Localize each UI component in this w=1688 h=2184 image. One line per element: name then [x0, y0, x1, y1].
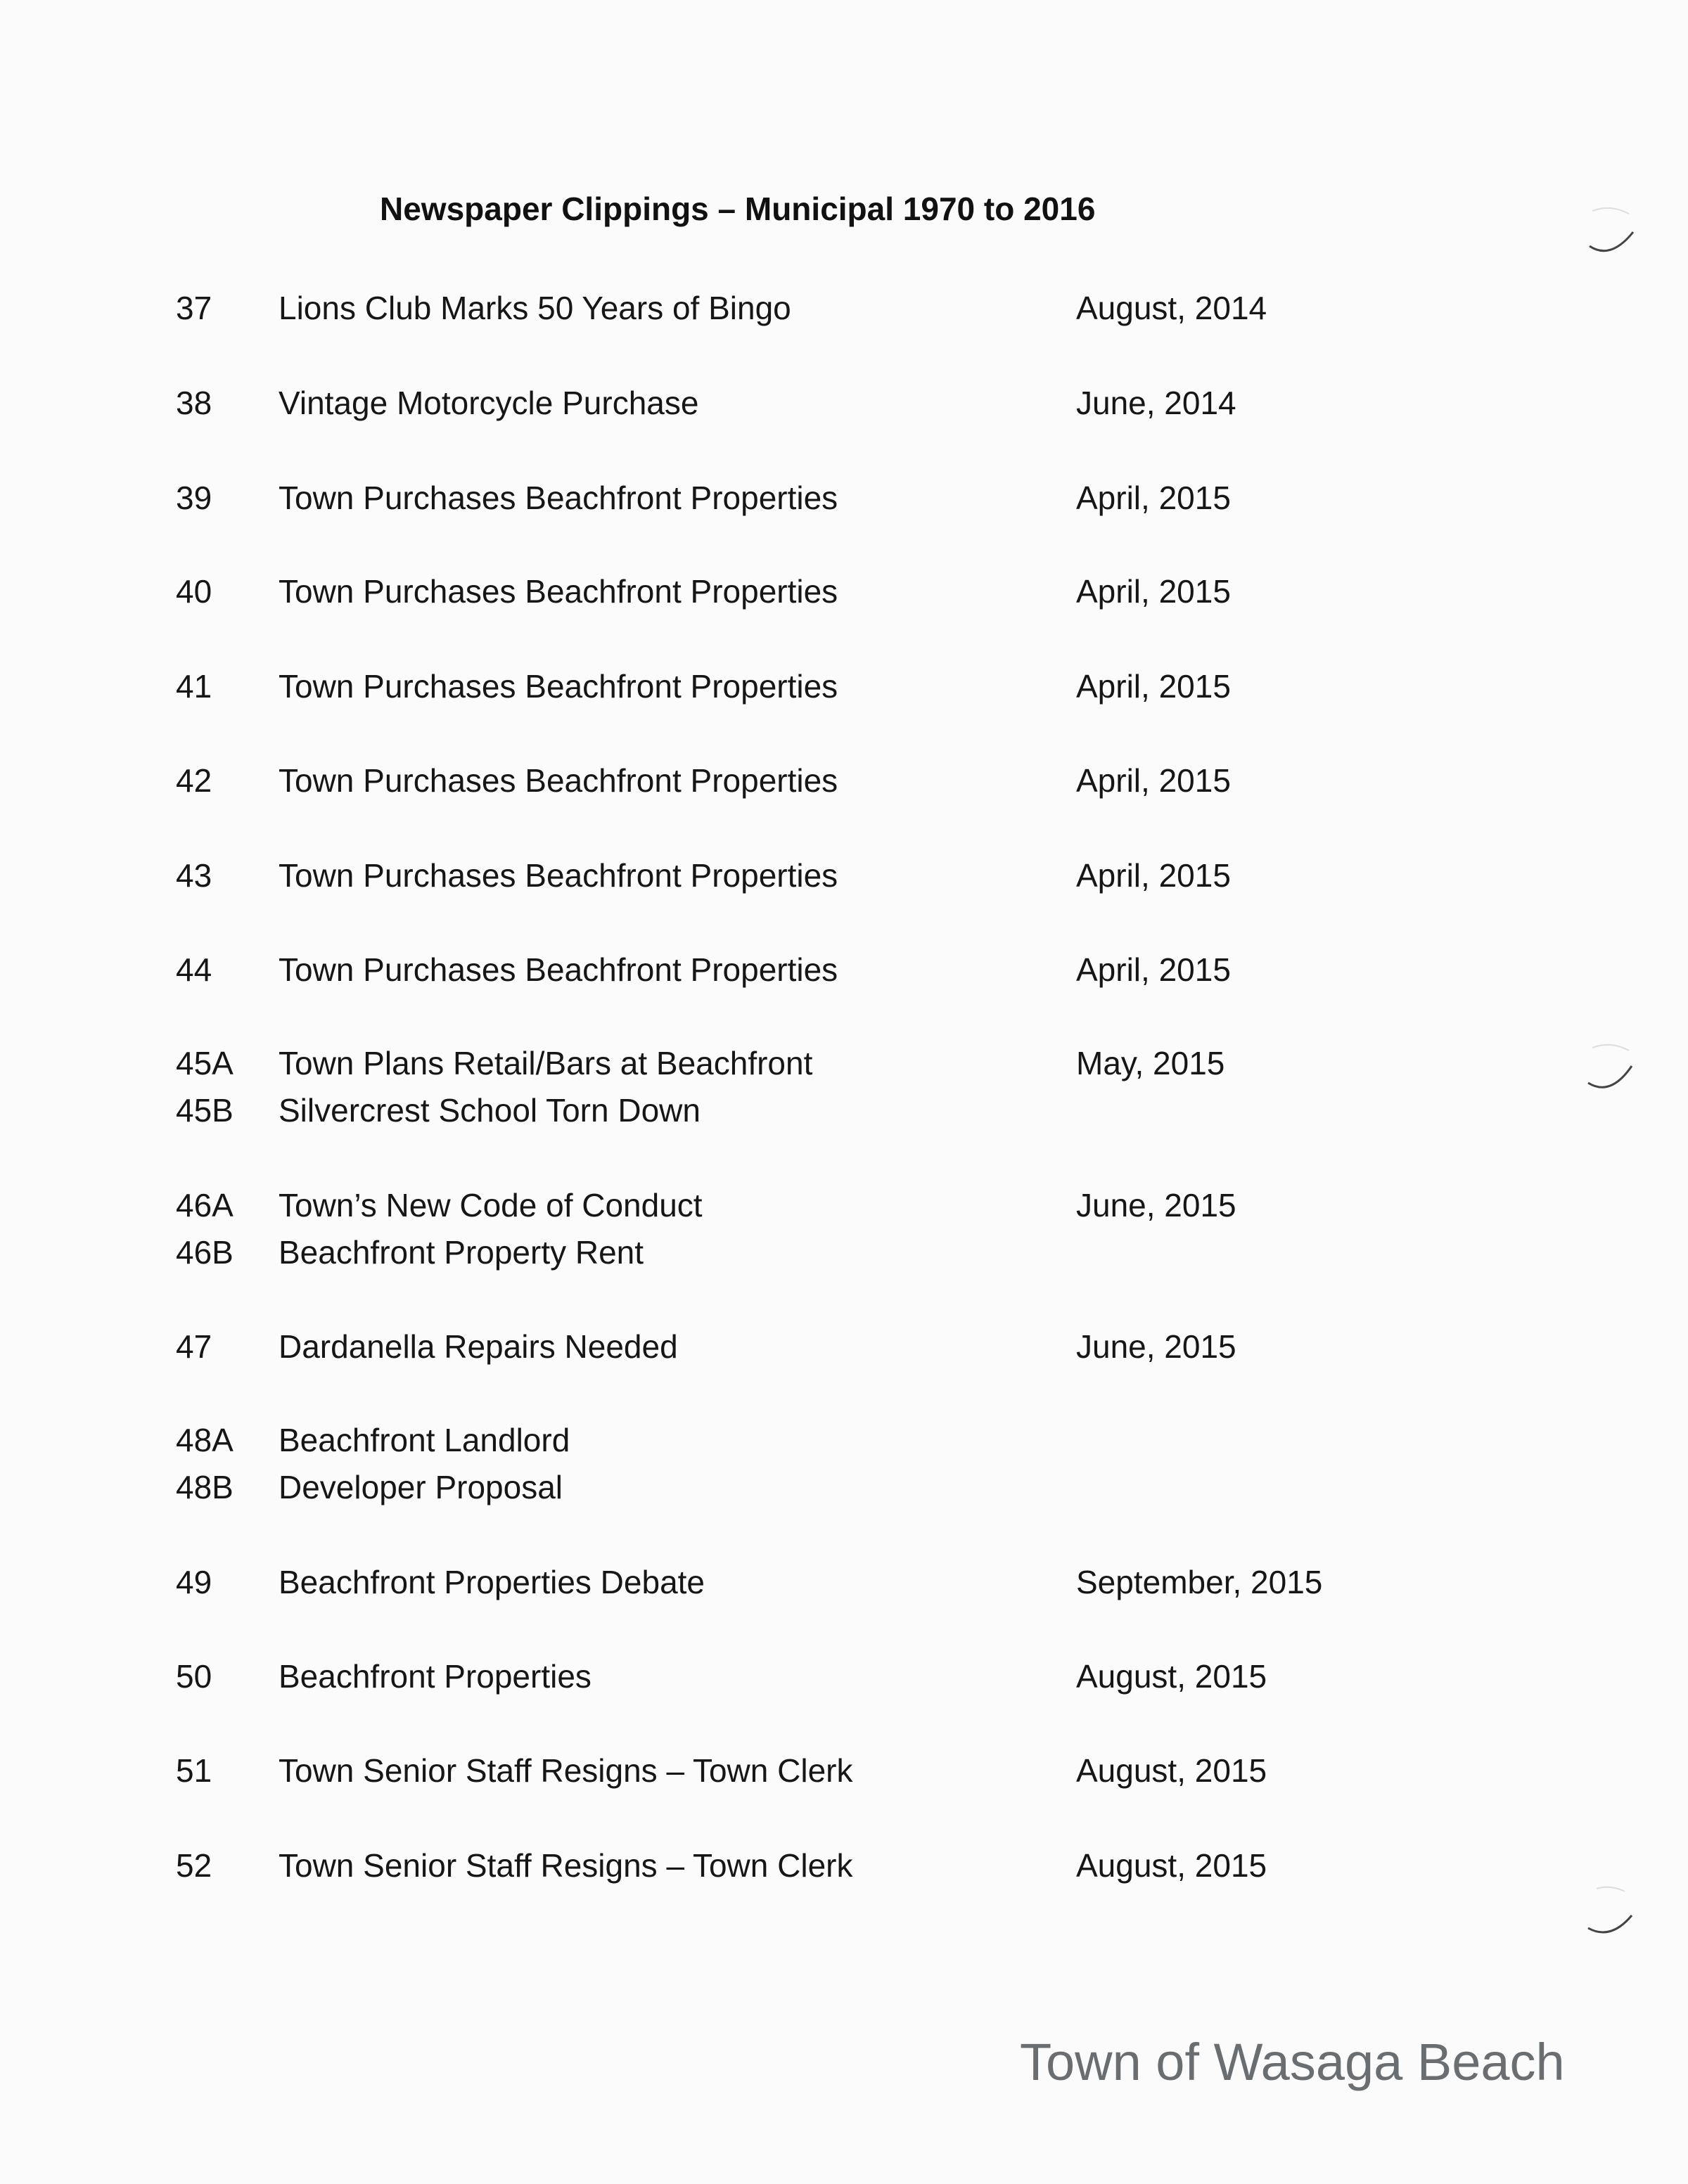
list-item — [0, 478, 1688, 520]
entry-number: 52 — [176, 1847, 212, 1884]
list-item — [0, 572, 1688, 614]
list-item — [0, 1562, 1688, 1605]
watermark: Town of Wasaga Beach — [1020, 2033, 1565, 2091]
entry-date: April, 2015 — [1076, 480, 1231, 516]
entry-date: August, 2015 — [1076, 1752, 1267, 1789]
entry-title: Beachfront Properties — [279, 1658, 592, 1695]
entry-number: 48B — [176, 1469, 234, 1505]
entry-number: 51 — [176, 1752, 212, 1789]
entry-number: 45B — [176, 1092, 234, 1129]
entry-title: Town Purchases Beachfront Properties — [279, 573, 838, 610]
page-title: Newspaper Clippings – Municipal 1970 to 2016 — [380, 191, 1096, 227]
entry-number: 42 — [176, 762, 212, 799]
list-item — [0, 1091, 1688, 1133]
entry-number: 49 — [176, 1564, 212, 1600]
list-item — [0, 667, 1688, 709]
entry-title: Vintage Motorcycle Purchase — [279, 385, 699, 421]
entry-number: 46A — [176, 1187, 234, 1223]
entry-title: Town’s New Code of Conduct — [279, 1187, 703, 1223]
list-item — [0, 1846, 1688, 1888]
entry-date: June, 2015 — [1076, 1328, 1236, 1365]
entry-title: Town Plans Retail/Bars at Beachfront — [279, 1045, 813, 1081]
entry-date: May, 2015 — [1076, 1045, 1225, 1081]
entry-number: 44 — [176, 951, 212, 988]
entry-number: 50 — [176, 1658, 212, 1695]
entry-number: 40 — [176, 573, 212, 610]
list-item — [0, 856, 1688, 898]
entry-title: Lions Club Marks 50 Years of Bingo — [279, 290, 791, 326]
entry-title: Town Senior Staff Resigns – Town Clerk — [279, 1752, 853, 1789]
list-item — [0, 288, 1688, 330]
entry-title: Beachfront Properties Debate — [279, 1564, 705, 1600]
entry-title: Beachfront Landlord — [279, 1422, 570, 1458]
list-item — [0, 761, 1688, 803]
list-item — [0, 383, 1688, 425]
list-item — [0, 1233, 1688, 1275]
entry-title: Beachfront Property Rent — [279, 1234, 644, 1271]
entry-title: Dardanella Repairs Needed — [279, 1328, 678, 1365]
entry-number: 37 — [176, 290, 212, 326]
entry-number: 38 — [176, 385, 212, 421]
entry-number: 46B — [176, 1234, 234, 1271]
list-item — [0, 950, 1688, 992]
entry-title: Town Purchases Beachfront Properties — [279, 857, 838, 894]
list-item — [0, 1186, 1688, 1228]
entry-number: 48A — [176, 1422, 234, 1458]
entry-date: June, 2015 — [1076, 1187, 1236, 1223]
entry-date: April, 2015 — [1076, 573, 1231, 610]
entry-title: Town Purchases Beachfront Properties — [279, 762, 838, 799]
entry-number: 39 — [176, 480, 212, 516]
entry-date: April, 2015 — [1076, 857, 1231, 894]
entry-title: Town Senior Staff Resigns – Town Clerk — [279, 1847, 853, 1884]
entry-title: Silvercrest School Torn Down — [279, 1092, 701, 1129]
entry-date: April, 2015 — [1076, 668, 1231, 705]
entry-title: Developer Proposal — [279, 1469, 563, 1505]
entry-number: 43 — [176, 857, 212, 894]
list-item — [0, 1420, 1688, 1463]
entry-title: Town Purchases Beachfront Properties — [279, 668, 838, 705]
entry-date: April, 2015 — [1076, 951, 1231, 988]
entry-date: April, 2015 — [1076, 762, 1231, 799]
list-item — [0, 1467, 1688, 1510]
list-item — [0, 1327, 1688, 1369]
entry-date: August, 2014 — [1076, 290, 1267, 326]
entry-number: 45A — [176, 1045, 234, 1081]
entry-number: 41 — [176, 668, 212, 705]
entry-date: June, 2014 — [1076, 385, 1236, 421]
list-item — [0, 1657, 1688, 1699]
entry-date: September, 2015 — [1076, 1564, 1323, 1600]
entry-date: August, 2015 — [1076, 1658, 1267, 1695]
entry-title: Town Purchases Beachfront Properties — [279, 480, 838, 516]
list-item — [0, 1043, 1688, 1086]
list-item — [0, 1751, 1688, 1793]
entry-number: 47 — [176, 1328, 212, 1365]
entry-date: August, 2015 — [1076, 1847, 1267, 1884]
entry-title: Town Purchases Beachfront Properties — [279, 951, 838, 988]
